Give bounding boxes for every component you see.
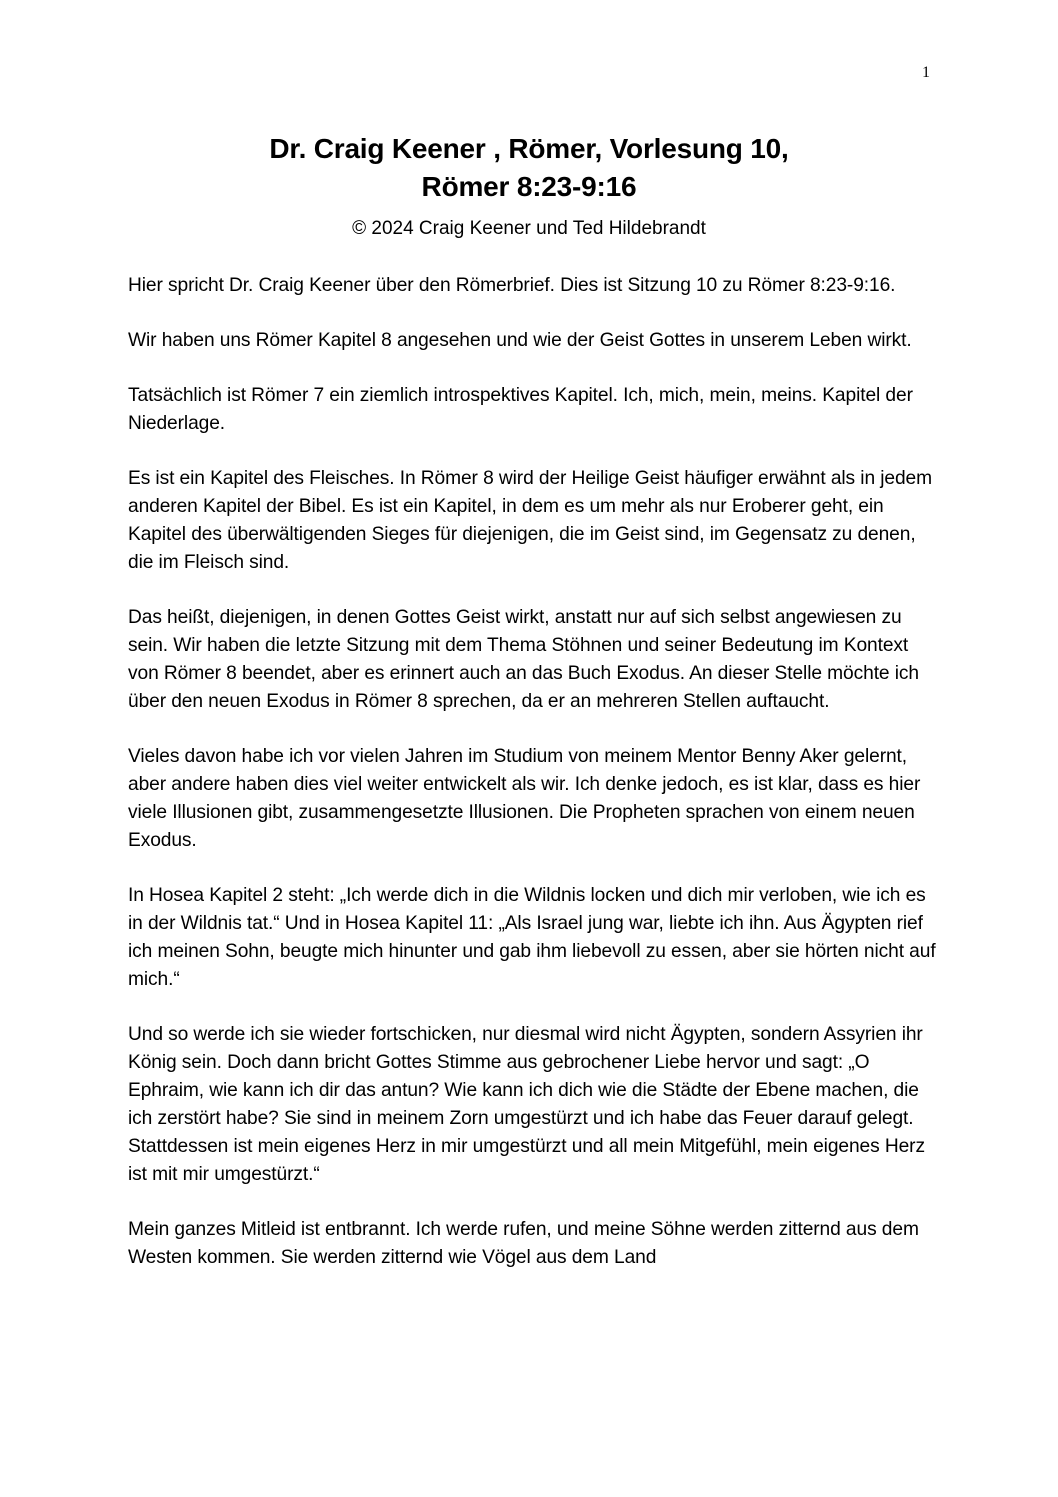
document-title-line-2: Römer 8:23-9:16 <box>421 171 637 202</box>
copyright-notice: © 2024 Craig Keener und Ted Hildebrandt <box>352 218 706 239</box>
paragraph-3: Tatsächlich ist Römer 7 ein ziemlich introspektives Kapitel. Ich, mich, mein, meins. Kapitel der Niederlage. <box>128 385 913 434</box>
document-title-line-1: Dr. Craig Keener , Römer, Vorlesung 10, <box>269 133 789 164</box>
paragraph-1: Hier spricht Dr. Craig Keener über den Römerbrief. Dies ist Sitzung 10 zu Römer 8:23-9:16. <box>128 275 896 296</box>
paragraph-9: Mein ganzes Mitleid ist entbrannt. Ich werde rufen, und meine Söhne werden zitternd aus dem Westen kommen. Sie werden zitternd wie Vögel aus dem Land <box>128 1219 919 1268</box>
page-number: 1 <box>922 64 930 81</box>
paragraph-4: Es ist ein Kapitel des Fleisches. In Römer 8 wird der Heilige Geist häufiger erwähnt als in jedem anderen Kapitel der Bibel. Es ist ein Kapitel, in dem es um mehr als nur Eroberer geht, ein Kapitel des überwältigenden Sieges für diejenigen, die im Geist sind, im Gegensatz zu denen, die im Fleisch sind. <box>128 468 933 573</box>
paragraph-7: In Hosea Kapitel 2 steht: „Ich werde dich in die Wildnis locken und dich mir verloben, wie ich es in der Wildnis tat.“ Und in Hosea Kapitel 11: „Als Israel jung war, liebte ich ihn. Aus Ägypten rief ich meinen Sohn, beugte mich hinunter und gab ihm liebevoll zu essen, aber sie hörten nicht auf mich.“ <box>128 885 936 990</box>
body-text <box>128 272 936 1299</box>
paragraph-6: Vieles davon habe ich vor vielen Jahren im Studium von meinem Mentor Benny Aker gelernt, aber andere haben dies viel weiter entwickelt als wir. Ich denke jedoch, es ist klar, dass es hier viele Illusionen gibt, zusammengesetzte Illusionen. Die Propheten sprachen von einem neuen Exodus. <box>128 746 921 851</box>
title-block <box>128 130 930 242</box>
paragraph-5: Das heißt, diejenigen, in denen Gottes Geist wirkt, anstatt nur auf sich selbst angewiesen zu sein. Wir haben die letzte Sitzung mit dem Thema Stöhnen und seiner Bedeutung im Kontext von Römer 8 beendet, aber es erinnert auch an das Buch Exodus. An dieser Stelle möchte ich über den neuen Exodus in Römer 8 sprechen, da er an mehreren Stellen auftaucht. <box>128 607 919 712</box>
paragraph-8: Und so werde ich sie wieder fortschicken, nur diesmal wird nicht Ägypten, sondern Assyrien ihr König sein. Doch dann bricht Gottes Stimme aus gebrochener Liebe hervor und sagt: „O Ephraim, wie kann ich dir das antun? Wie kann ich dich wie die Städte der Ebene machen, die ich zerstört habe? Sie sind in meinem Zorn umgestürzt und ich habe das Feuer darauf gelegt. Stattdessen ist mein eigenes Herz in mir umgestürzt und all mein Mitgefühl, mein eigenes Herz ist mit mir umgestürzt.“ <box>128 1024 925 1185</box>
paragraph-2: Wir haben uns Römer Kapitel 8 angesehen und wie der Geist Gottes in unserem Leben wirkt. <box>128 330 912 351</box>
